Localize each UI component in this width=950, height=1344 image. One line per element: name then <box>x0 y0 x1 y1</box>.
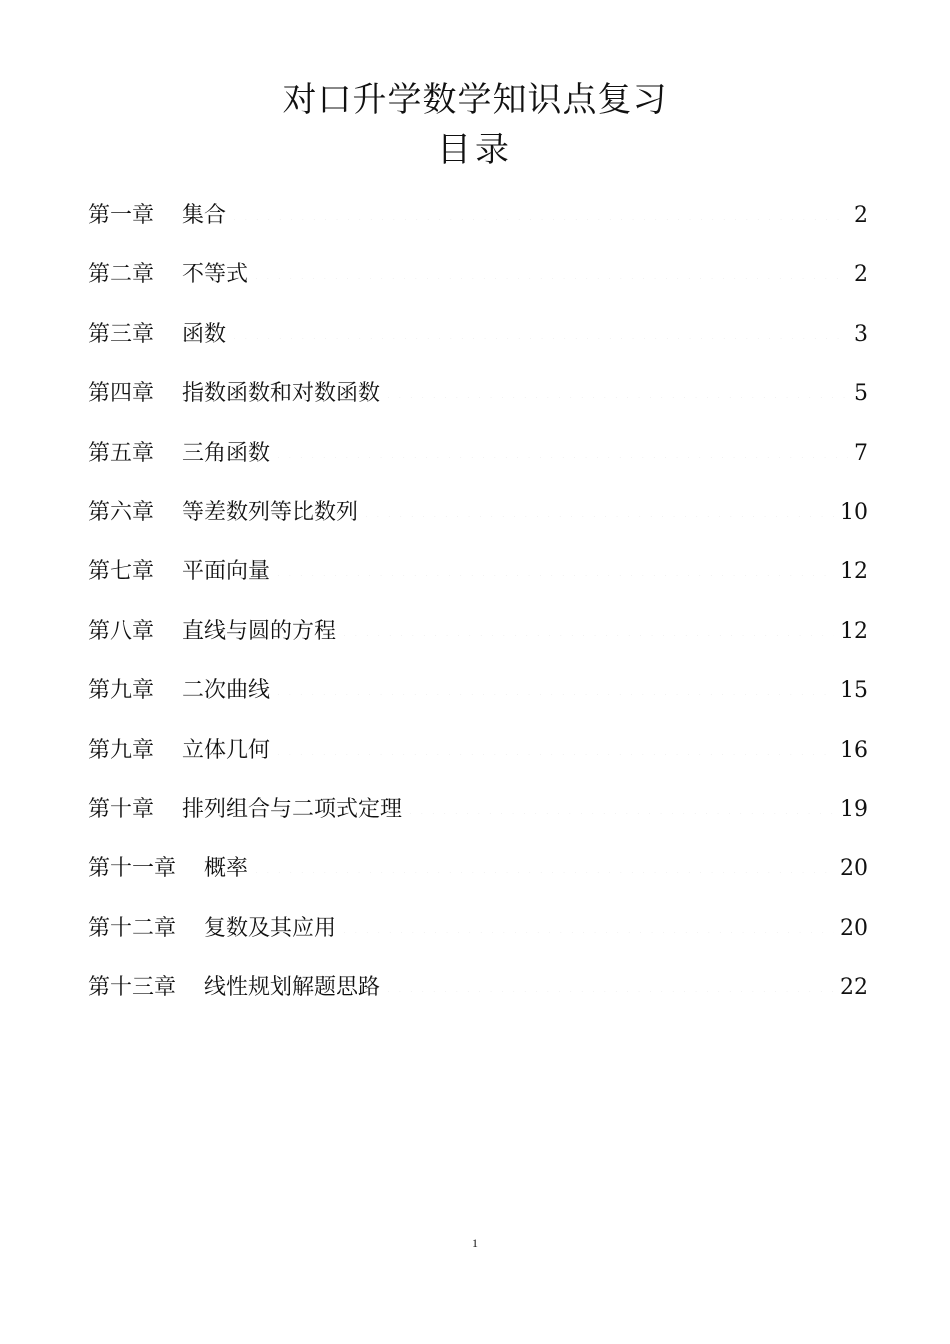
chapter-label: 第三章 <box>88 321 155 347</box>
chapter-label: 第六章 <box>88 499 155 525</box>
chapter-label: 第九章 <box>88 678 155 704</box>
toc-entry-title <box>88 434 270 474</box>
dot-leader <box>276 731 834 755</box>
toc-entry-title <box>88 612 336 652</box>
toc-page-number: 19 <box>840 796 868 822</box>
chapter-topic: 等差数列等比数列 <box>182 499 359 525</box>
dot-leader <box>276 671 834 695</box>
dot-leader <box>254 849 834 873</box>
chapter-topic: 排列组合与二项式定理 <box>182 796 403 822</box>
toc-entry-title <box>88 731 270 771</box>
toc-page-number: 7 <box>854 440 868 466</box>
toc-page-number: 2 <box>854 262 868 288</box>
toc-entry[interactable] <box>88 255 868 314</box>
dot-leader <box>254 255 848 279</box>
chapter-label: 第八章 <box>88 618 155 644</box>
document-title: 对口升学数学知识点复习 <box>282 80 668 120</box>
dot-leader <box>386 374 848 398</box>
chapter-topic: 直线与圆的方程 <box>182 618 337 644</box>
chapter-label: 第十一章 <box>88 856 177 882</box>
chapter-topic: 函数 <box>182 321 227 347</box>
toc-page-number: 16 <box>840 737 868 763</box>
chapter-label: 第十三章 <box>88 975 177 1001</box>
toc-entry[interactable] <box>88 909 868 968</box>
toc-entry-title <box>88 493 358 533</box>
toc-entry[interactable] <box>88 968 868 1027</box>
dot-leader <box>342 612 834 636</box>
toc-entry[interactable] <box>88 315 868 374</box>
chapter-label: 第十二章 <box>88 915 177 941</box>
toc-entry[interactable] <box>88 731 868 790</box>
chapter-label: 第一章 <box>88 203 155 228</box>
toc-page-number: 10 <box>840 499 868 525</box>
dot-leader <box>232 196 848 220</box>
toc-entry-title <box>88 849 248 889</box>
toc-entry-title <box>88 790 402 830</box>
toc-page-number: 20 <box>840 915 868 941</box>
chapter-label: 第九章 <box>88 737 155 763</box>
toc-page-number: 2 <box>854 203 868 228</box>
chapter-label: 第五章 <box>88 440 155 466</box>
chapter-topic: 三角函数 <box>182 440 271 466</box>
toc-heading: 目录 <box>437 130 513 170</box>
chapter-label: 第七章 <box>88 559 155 585</box>
toc-page-number: 15 <box>840 678 868 704</box>
toc-entry-title <box>88 671 270 711</box>
toc-entry-title <box>88 196 226 236</box>
toc-page-number: 22 <box>840 975 868 1001</box>
toc-entry[interactable] <box>88 434 868 493</box>
chapter-topic: 集合 <box>182 203 227 228</box>
dot-leader <box>364 493 834 517</box>
toc-entry[interactable] <box>88 671 868 730</box>
dot-leader <box>342 909 834 933</box>
table-of-contents <box>88 196 868 1027</box>
dot-leader <box>232 315 848 339</box>
chapter-topic: 指数函数和对数函数 <box>182 381 381 407</box>
toc-entry-title <box>88 552 270 592</box>
toc-page-number: 3 <box>854 321 868 347</box>
chapter-topic: 复数及其应用 <box>204 915 337 941</box>
toc-page-number: 12 <box>840 559 868 585</box>
dot-leader <box>276 434 848 458</box>
toc-entry[interactable] <box>88 196 868 255</box>
toc-page-number: 20 <box>840 856 868 882</box>
toc-page-number: 5 <box>854 381 868 407</box>
chapter-label: 第四章 <box>88 381 155 407</box>
toc-entry-title <box>88 315 226 355</box>
toc-entry[interactable] <box>88 374 868 433</box>
dot-leader <box>276 552 834 576</box>
toc-entry[interactable] <box>88 612 868 671</box>
toc-entry[interactable] <box>88 552 868 611</box>
chapter-topic: 立体几何 <box>182 737 271 763</box>
toc-entry[interactable] <box>88 493 868 552</box>
toc-entry[interactable] <box>88 790 868 849</box>
chapter-topic: 概率 <box>204 856 249 882</box>
chapter-topic: 不等式 <box>182 262 249 288</box>
dot-leader <box>386 968 834 992</box>
toc-entry-title <box>88 374 380 414</box>
toc-entry-title <box>88 255 248 295</box>
chapter-label: 第二章 <box>88 262 155 288</box>
toc-entry-title <box>88 968 380 1008</box>
chapter-label: 第十章 <box>88 796 155 822</box>
chapter-topic: 二次曲线 <box>182 678 271 704</box>
dot-leader <box>408 790 834 814</box>
toc-entry-title <box>88 909 336 949</box>
page-number: 1 <box>472 1236 478 1250</box>
toc-entry[interactable] <box>88 849 868 908</box>
toc-page-number: 12 <box>840 618 868 644</box>
chapter-topic: 平面向量 <box>182 559 271 585</box>
chapter-topic: 线性规划解题思路 <box>204 975 381 1001</box>
